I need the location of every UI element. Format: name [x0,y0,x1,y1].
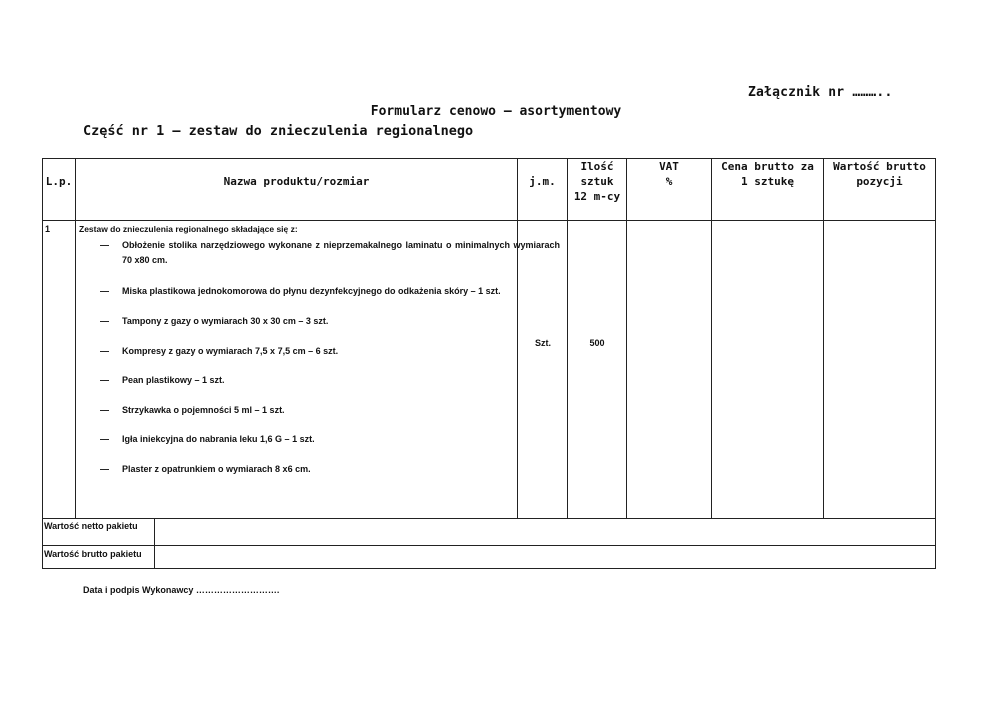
col-sep-price [823,158,824,518]
row-lp: 1 [45,224,51,234]
col-header-qty-line2: sztuk [580,175,614,188]
header-divider [42,220,936,221]
product-item [100,344,560,359]
annex-number: Załącznik nr ……….. [748,85,893,100]
col-header-value [824,159,935,189]
product-item-text: Tampony z gazy o wymiarach 30 x 30 cm – 3 szt. [122,316,329,326]
form-title: Formularz cenowo – asortymentowy [370,104,622,119]
col-header-unit [518,174,567,189]
product-item [100,284,560,299]
footer-divider [42,545,936,546]
dash-bullet: — [100,240,109,250]
unit-cell: Szt. [534,338,551,348]
dash-bullet: — [100,405,109,415]
product-item-text: Igła iniekcyjna do nabrania leku 1,6 G – 1 szt. [122,434,315,444]
col-header-name [76,174,517,189]
product-item [100,314,560,329]
col-header-lp-text: L.p. [45,175,73,188]
col-sep-vat [711,158,712,518]
col-header-qty [568,159,626,204]
dash-bullet: — [100,464,109,474]
price-table [42,158,936,569]
product-item [100,462,560,477]
dash-bullet: — [100,375,109,385]
product-item [100,403,560,418]
product-item [100,373,560,388]
product-intro: Zestaw do znieczulenia regionalnego składające się z: [79,224,298,234]
dash-bullet: — [100,346,109,356]
col-header-vat-line2: % [665,175,673,188]
table-border-bottom [42,568,936,569]
dash-bullet: — [100,316,109,326]
col-header-lp [42,174,76,189]
contractor-signature-line: Data i podpis Wykonawcy ………………………. [83,585,280,595]
col-header-qty-line3: 12 m-cy [573,190,621,203]
product-item-text: Kompresy z gazy o wymiarach 7,5 x 7,5 cm – 6 szt. [122,346,339,356]
table-border-left [42,158,43,569]
dash-bullet: — [100,434,109,444]
product-item-text: Strzykawka o pojemności 5 ml – 1 szt. [122,405,285,415]
table-border-right [935,158,936,569]
col-header-price-line2: 1 sztukę [741,175,794,188]
gross-value-label: Wartość brutto pakietu [44,549,142,559]
product-item [100,238,560,268]
product-item-text: Pean plastikowy – 1 szt. [122,375,225,385]
quantity-cell: 500 [589,338,605,348]
col-header-vat-line1: VAT [659,160,679,173]
dash-bullet: — [100,286,109,296]
col-header-qty-line1: Ilość [580,160,614,173]
net-value-label: Wartość netto pakietu [44,521,138,531]
col-header-value-line2: pozycji [856,175,903,188]
col-header-unit-text: j.m. [529,175,556,188]
product-item-text: Obłożenie stolika narzędziowego wykonane z nieprzemakalnego laminatu o minimalnych wymiarach 70 x80 cm. [122,240,560,265]
product-item-text: Miska plastikowa jednokomorowa do płynu dezynfekcyjnego do odkażenia skóry – 1 szt. [122,286,501,296]
col-header-price-line1: Cena brutto za [721,160,814,173]
part-title: Część nr 1 – zestaw do znieczulenia regionalnego [83,123,474,139]
product-item-text: Plaster z opatrunkiem o wymiarach 8 x6 cm. [122,464,311,474]
col-header-name-text: Nazwa produktu/rozmiar [223,175,370,188]
product-item [100,432,560,447]
col-header-price [712,159,823,189]
row-divider [42,518,936,519]
col-header-value-line1: Wartość brutto [833,160,926,173]
col-header-vat [627,159,711,189]
col-sep-lp [75,158,76,518]
footer-label-sep [154,518,155,568]
col-sep-qty [626,158,627,518]
